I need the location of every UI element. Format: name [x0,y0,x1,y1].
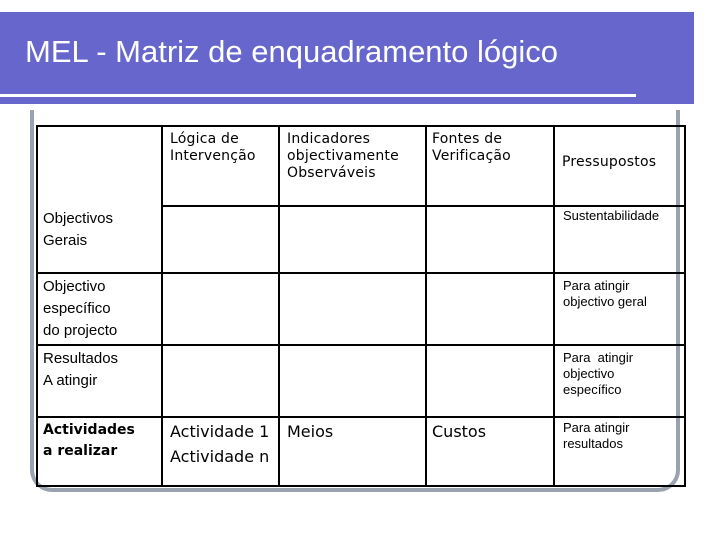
matrix-border-left [36,125,38,487]
matrix-row-divider [36,344,686,346]
assumption-general-objective: Para atingir objectivo geral [563,278,647,309]
row-label-results: Resultados A atingir [43,350,119,389]
header-indicators: Indicadores objectivamente Observáveis [287,131,399,181]
matrix-col-divider [278,125,280,487]
row-label-specific-objective: Objectivo específico do projecto [43,278,118,339]
row-label-general-objectives: Objectivos Gerais [43,210,114,249]
activities-costs: Custos [432,422,487,441]
activities-means: Meios [287,422,334,441]
activities-list: Actividade 1 Actividade n [170,422,270,466]
matrix-row-divider [36,416,686,418]
header-logic: Lógica de Intervenção [170,131,256,164]
matrix-col-divider [425,125,427,487]
matrix-border-right [684,125,686,487]
matrix-row-divider [162,205,686,207]
assumption-results: Para atingir resultados [563,420,630,451]
header-sources: Fontes de Verificação [432,131,511,164]
matrix-row-divider [36,272,686,274]
matrix-col-divider [553,125,555,487]
assumption-sustainability: Sustentabilidade [563,208,660,223]
assumption-specific-objective: Para atingir objectivo específico [563,350,634,397]
header-assumptions: Pressupostos [562,154,657,170]
matrix-col-divider [161,125,163,487]
row-label-activities: Actividades a realizar [43,422,135,459]
matrix-border-bottom [36,485,686,487]
title-underline [0,94,636,97]
slide-title: MEL - Matriz de enquadramento lógico [25,34,559,69]
matrix-border-top [36,125,686,127]
